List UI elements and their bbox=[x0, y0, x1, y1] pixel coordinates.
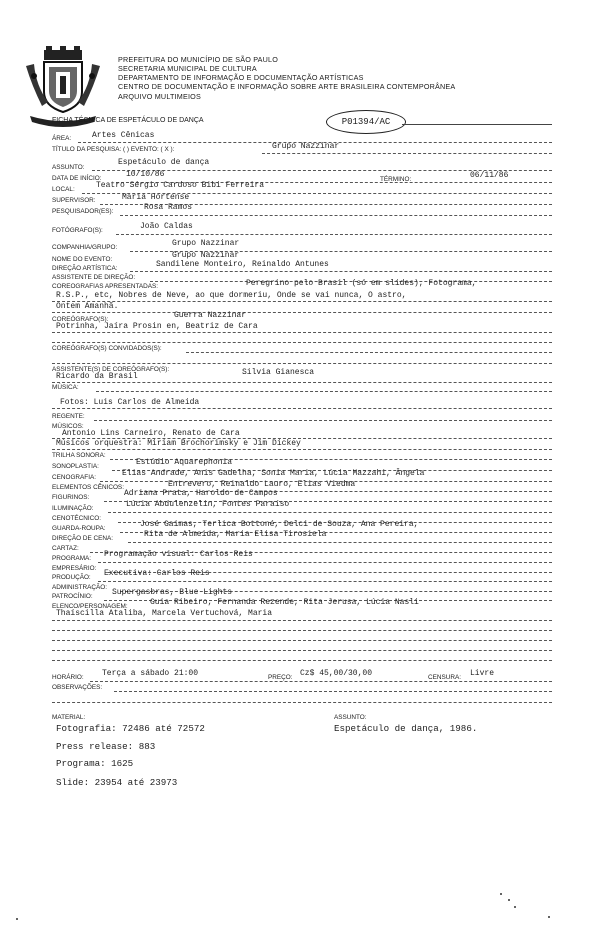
coreografias-value-2: R.S.P., etc, Nobres de Neve, ao que dormeriu, Onde se vai nunca, O astro, bbox=[56, 291, 407, 300]
coreografo-value: Guerra Nazzinar bbox=[174, 311, 247, 320]
titulo-rule bbox=[262, 153, 552, 154]
termino-label: TÉRMINO: bbox=[380, 176, 412, 183]
musicos-value-1: Antonio Lins Carneiro, Renato de Cara bbox=[62, 429, 240, 438]
supervisor-value: Maria Hortense bbox=[122, 193, 190, 202]
elenco-rule-1 bbox=[52, 620, 552, 621]
elenco-rule-2 bbox=[52, 630, 552, 631]
elementos-label: ELEMENTOS CÊNICOS: bbox=[52, 484, 124, 491]
coreografo-rule bbox=[52, 332, 552, 333]
fotografo-rule bbox=[116, 234, 552, 235]
footer-assunto-value: Espetáculo de dança, 1986. bbox=[334, 723, 478, 734]
elenco-value-1: Guia Ribeiro, Fernanda Rezende, Rita Jerusa, Lúcia Nasli bbox=[150, 598, 419, 607]
scan-speck bbox=[500, 893, 502, 895]
header-line-2: SECRETARIA MUNICIPAL DE CULTURA bbox=[118, 64, 257, 73]
area-label: ÁREA: bbox=[52, 135, 72, 142]
observacoes-rule-2 bbox=[52, 702, 552, 703]
censura-label: CENSURA: bbox=[428, 674, 462, 681]
fotografo-value: João Caldas bbox=[140, 222, 193, 231]
horario-value: Terça a sábado 21:00 bbox=[102, 669, 199, 678]
pesquisador-rule bbox=[120, 215, 552, 216]
patrocinio-label: PATROCÍNIO: bbox=[52, 593, 93, 600]
musicos-label: MÚSICOS: bbox=[52, 423, 84, 430]
title-rule bbox=[402, 124, 552, 125]
programa-value: Programação visual: Carlos Reis bbox=[104, 550, 253, 559]
header-line-1: PREFEITURA DO MUNICÍPIO DE SÃO PAULO bbox=[118, 55, 279, 64]
musicos-rule-2 bbox=[52, 449, 552, 450]
cenografia-label: CENOGRAFIA: bbox=[52, 474, 97, 481]
horario-label: HORÁRIO: bbox=[52, 674, 84, 681]
coreografo-rule-2 bbox=[52, 342, 552, 343]
material-item-4: Slide: 23954 até 23973 bbox=[56, 777, 178, 788]
producao-label: PRODUÇÃO: bbox=[52, 574, 91, 581]
pesquisador-value: Rosa Ramos bbox=[144, 203, 193, 212]
header-line-3: DEPARTAMENTO DE INFORMAÇÃO E DOCUMENTAÇÃO ARTÍSTICAS bbox=[118, 73, 364, 82]
local-value: Teatro Sérgio Cardoso Bibi Ferreira bbox=[96, 181, 265, 190]
scan-speck bbox=[548, 916, 550, 918]
coreografias-rule-2 bbox=[52, 312, 552, 313]
elenco-label: ELENCO/PERSONAGEM: bbox=[52, 603, 128, 610]
assistente-coreografo-label: ASSISTENTE(S) DE COREÓGRAFO(S): bbox=[52, 366, 170, 373]
assistente-coreografo-pre: Ricardo da Brasil bbox=[56, 372, 138, 381]
programa-rule bbox=[98, 562, 552, 563]
sao-paulo-coat-of-arms-icon bbox=[22, 46, 104, 128]
regente-rule bbox=[94, 420, 552, 421]
nome-evento-value: Grupo Nazzinar bbox=[172, 251, 240, 260]
sonoplastia-label: SONOPLASTIA: bbox=[52, 463, 99, 470]
coreografias-label: COREOGRAFIAS APRESENTADAS: bbox=[52, 283, 159, 290]
material-item-1: Fotografia: 72486 até 72572 bbox=[56, 723, 205, 734]
figurinos-label: FIGURINOS: bbox=[52, 494, 90, 501]
regente-label: REGENTE: bbox=[52, 413, 85, 420]
elenco-rule-3 bbox=[52, 640, 552, 641]
elenco-rule-5 bbox=[52, 660, 552, 661]
convidados-rule bbox=[186, 352, 552, 353]
patrocinio-value: Supergasbras, Blue Lights bbox=[112, 588, 233, 597]
assistente-coreografo-value: Silvia Gianesca bbox=[242, 368, 315, 377]
data-inicio-value: 10/10/86 bbox=[126, 170, 165, 179]
nome-evento-label: NOME DO EVENTO: bbox=[52, 256, 113, 263]
guarda-roupa-value: José Gaimas, Terlica Bottoné, Delci de Souza, Ana Pereira, bbox=[140, 520, 419, 529]
horario-rule bbox=[90, 681, 552, 682]
assistente-coreografo-rule bbox=[52, 382, 552, 383]
assunto-label: ASSUNTO: bbox=[52, 164, 85, 171]
musica-rule bbox=[96, 391, 552, 392]
companhia-label: COMPANHIA/GRUPO: bbox=[52, 244, 118, 251]
footer-assunto-label: ASSUNTO: bbox=[334, 714, 367, 721]
material-item-3: Programa: 1625 bbox=[56, 758, 134, 769]
observacoes-rule bbox=[114, 691, 552, 692]
observacoes-label: OBSERVAÇÕES: bbox=[52, 684, 103, 691]
assistente-label: ASSISTENTE DE DIREÇÃO: bbox=[52, 274, 136, 281]
supervisor-label: SUPERVISOR: bbox=[52, 197, 96, 204]
direcao-cena-value: Rita de Almeida, Maria Elisa Tirosiela bbox=[144, 530, 327, 539]
preco-label: PREÇO: bbox=[268, 674, 293, 681]
companhia-value: Grupo Nazzinar bbox=[172, 239, 240, 248]
coreografias-rule bbox=[52, 301, 552, 302]
header-line-5: ARQUIVO MULTIMEIOS bbox=[118, 92, 201, 101]
data-inicio-label: DATA DE INÍCIO: bbox=[52, 175, 102, 182]
direcao-label: DIREÇÃO ARTÍSTICA: bbox=[52, 265, 118, 272]
musica-value: Fotos: Luis Carlos de Almeida bbox=[60, 398, 200, 407]
titulo-value: Grupo Nazzinar bbox=[272, 142, 340, 151]
cartaz-label: CARTAZ: bbox=[52, 545, 79, 552]
trilha-label: TRILHA SONORA: bbox=[52, 452, 106, 459]
preco-value: Cz$ 45,00/30,00 bbox=[300, 669, 373, 678]
local-label: LOCAL: bbox=[52, 186, 75, 193]
direcao-cena-label: DIREÇÃO DE CENA: bbox=[52, 535, 114, 542]
area-value: Artes Cênicas bbox=[92, 131, 155, 140]
elementos-value: Entrevero, Reinaldo Lauro, Elias Viedma bbox=[168, 480, 356, 489]
iluminacao-rule bbox=[108, 512, 552, 513]
material-item-2: Press release: 883 bbox=[56, 741, 156, 752]
archive-stamp: P01394/AC bbox=[326, 110, 406, 134]
elenco-rule-4 bbox=[52, 650, 552, 651]
pesquisador-label: PESQUISADOR(ES): bbox=[52, 208, 114, 215]
censura-value: Livre bbox=[470, 669, 495, 678]
termino-value: 06/11/86 bbox=[470, 171, 509, 180]
musica-label: MÚSICA: bbox=[52, 384, 79, 391]
elenco-value-2: Thaíscilla Ataliba, Marcela Vertuchová, Maria bbox=[56, 609, 273, 618]
producao-rule bbox=[98, 581, 552, 582]
titulo-label: TÍTULO DA PESQUISA: ( ) EVENTO: ( X ): bbox=[52, 146, 175, 153]
assunto-value: Espetáculo de dança bbox=[118, 158, 210, 167]
scan-speck bbox=[508, 899, 510, 901]
fotografo-label: FOTÓGRAFO(S): bbox=[52, 227, 103, 234]
musica-rule-2 bbox=[52, 408, 552, 409]
direcao-value: Sandilene Monteiro, Reinaldo Antunes bbox=[156, 260, 329, 269]
musicos-value-2: Músicos orquestra: Miriam Brochorimsky e Jim Dickey bbox=[56, 439, 301, 448]
coreografo-value-2: Potrinha, Jaíra Prosin en, Beatriz de Cara bbox=[56, 322, 258, 331]
empresario-label: EMPRESÁRIO: bbox=[52, 565, 97, 572]
producao-value: Executiva: Carlos Reis bbox=[104, 569, 210, 578]
coreografias-value-3: Ontem Amanhã. bbox=[56, 302, 119, 311]
scan-speck bbox=[514, 906, 516, 908]
iluminacao-label: ILUMINAÇÃO: bbox=[52, 505, 94, 512]
coreografo-label: COREÓGRAFO(S): bbox=[52, 316, 109, 323]
form-title: FICHA TÉCNICA DE ESPETÁCULO DE DANÇA bbox=[52, 117, 204, 124]
guarda-roupa-label: GUARDA-ROUPA: bbox=[52, 525, 106, 532]
sonoplastia-value: Estúdio Aquarephonia bbox=[136, 458, 233, 467]
convidados-rule-2 bbox=[52, 363, 552, 364]
coreografias-value-1: Peregrino pelo Brasil (só em slides), Fotograma, bbox=[246, 279, 477, 288]
convidados-label: COREÓGRAFO(S) CONVIDADOS(S): bbox=[52, 345, 162, 352]
scan-speck bbox=[16, 918, 18, 920]
cenografia-value: Elias Andrade, Anis Gadelha, Sonia Maria, Lúcia Mazzahi, Ângela bbox=[122, 469, 425, 478]
cenotecnico-label: CENOTÉCNICO: bbox=[52, 515, 101, 522]
direcao-cena-rule bbox=[128, 542, 552, 543]
administracao-label: ADMINISTRAÇÃO: bbox=[52, 584, 108, 591]
programa-label: PROGRAMA: bbox=[52, 555, 92, 562]
iluminacao-value: Lúcia Abdulenzelin, Fontes Paraíso bbox=[126, 500, 290, 509]
direcao-rule bbox=[130, 271, 552, 272]
figurinos-value: Adriana Prata, Haroldo de Campos bbox=[124, 489, 278, 498]
header-line-4: CENTRO DE DOCUMENTAÇÃO E INFORMAÇÃO SOBRE ARTE BRASILEIRA CONTEMPORÂNEA bbox=[118, 82, 456, 91]
material-label: MATERIAL: bbox=[52, 714, 86, 721]
